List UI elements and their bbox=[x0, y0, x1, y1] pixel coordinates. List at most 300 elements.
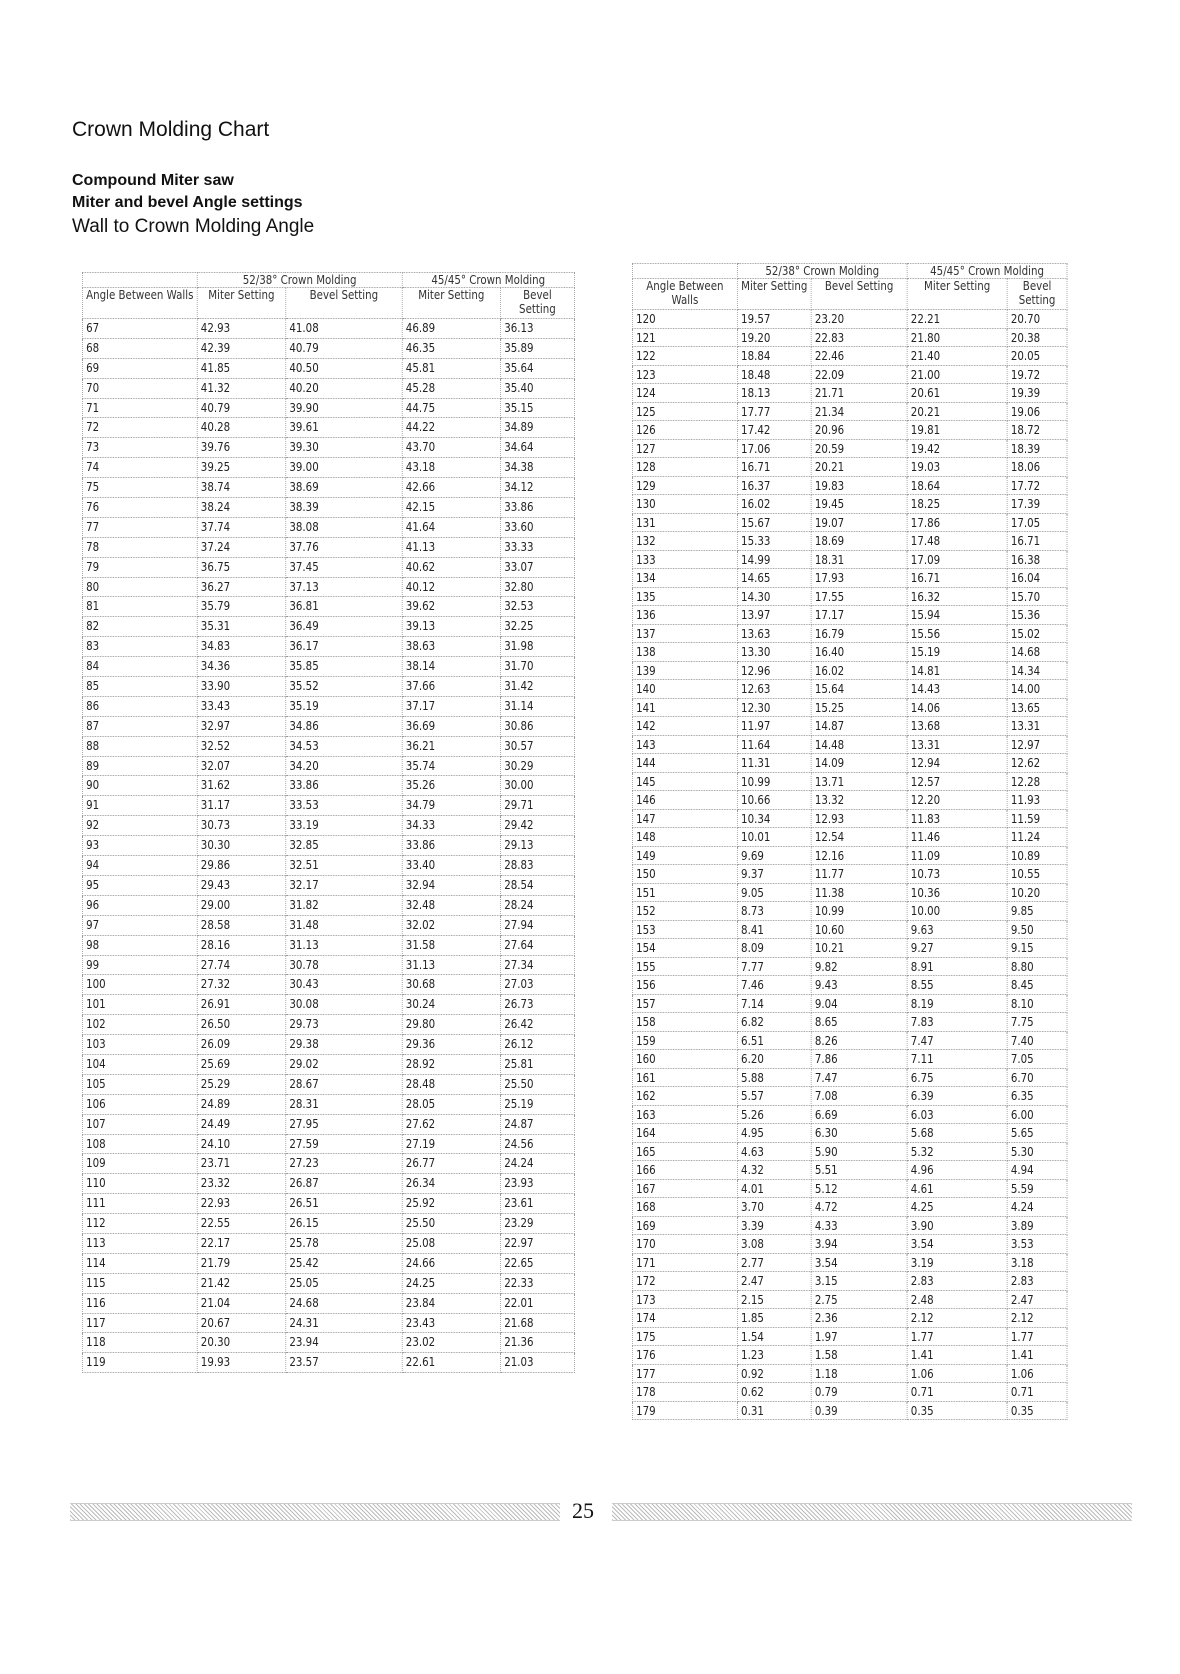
cell-angle: 75 bbox=[82, 478, 197, 498]
cell-bevel-52: 9.43 bbox=[811, 976, 907, 995]
table-row bbox=[82, 915, 574, 935]
cell-miter-52: 33.43 bbox=[197, 696, 286, 716]
cell-bevel-52: 33.53 bbox=[286, 796, 402, 816]
cell-bevel-45: 32.25 bbox=[501, 617, 575, 637]
cell-bevel-52: 12.54 bbox=[811, 828, 907, 847]
cell-bevel-52: 33.86 bbox=[286, 776, 402, 796]
cell-miter-52: 13.97 bbox=[737, 606, 811, 625]
cell-bevel-45: 11.24 bbox=[1007, 828, 1067, 847]
table-row bbox=[632, 698, 1067, 717]
cell-bevel-45: 6.70 bbox=[1007, 1068, 1067, 1087]
cell-miter-45: 13.68 bbox=[907, 717, 1007, 736]
cell-miter-45: 14.06 bbox=[907, 698, 1007, 717]
cell-miter-45: 35.26 bbox=[402, 776, 500, 796]
cell-miter-45: 17.09 bbox=[907, 550, 1007, 569]
cell-miter-45: 43.70 bbox=[402, 438, 500, 458]
cell-bevel-45: 9.15 bbox=[1007, 939, 1067, 958]
cell-angle: 89 bbox=[82, 756, 197, 776]
cell-bevel-52: 39.61 bbox=[286, 418, 402, 438]
cell-miter-52: 6.51 bbox=[737, 1031, 811, 1050]
cell-miter-45: 0.71 bbox=[907, 1383, 1007, 1402]
cell-miter-52: 5.26 bbox=[737, 1105, 811, 1124]
cell-miter-52: 14.99 bbox=[737, 550, 811, 569]
header-miter-52: Miter Setting bbox=[737, 279, 811, 310]
cell-miter-45: 19.42 bbox=[907, 439, 1007, 458]
cell-miter-52: 36.27 bbox=[197, 577, 286, 597]
cell-bevel-45: 6.35 bbox=[1007, 1087, 1067, 1106]
table-row bbox=[82, 975, 574, 995]
cell-miter-45: 4.96 bbox=[907, 1161, 1007, 1180]
cell-miter-45: 17.86 bbox=[907, 513, 1007, 532]
cell-bevel-52: 31.82 bbox=[286, 895, 402, 915]
cell-miter-52: 34.83 bbox=[197, 637, 286, 657]
cell-bevel-45: 33.60 bbox=[501, 517, 575, 537]
cell-bevel-45: 11.93 bbox=[1007, 791, 1067, 810]
cell-angle: 119 bbox=[82, 1353, 197, 1373]
cell-miter-52: 39.76 bbox=[197, 438, 286, 458]
subtitle-angle: Wall to Crown Molding Angle bbox=[72, 216, 315, 237]
cell-bevel-45: 31.98 bbox=[501, 637, 575, 657]
cell-miter-45: 23.02 bbox=[402, 1333, 500, 1353]
cell-bevel-52: 15.64 bbox=[811, 680, 907, 699]
cell-angle: 155 bbox=[632, 957, 737, 976]
cell-miter-52: 41.32 bbox=[197, 378, 286, 398]
cell-bevel-52: 1.97 bbox=[811, 1327, 907, 1346]
table-row bbox=[82, 617, 574, 637]
cell-miter-45: 11.46 bbox=[907, 828, 1007, 847]
cell-miter-45: 24.66 bbox=[402, 1253, 500, 1273]
cell-angle: 125 bbox=[632, 402, 737, 421]
cell-angle: 109 bbox=[82, 1154, 197, 1174]
cell-angle: 95 bbox=[82, 875, 197, 895]
cell-bevel-52: 37.13 bbox=[286, 577, 402, 597]
table-row bbox=[82, 995, 574, 1015]
table-row bbox=[632, 1105, 1067, 1124]
cell-angle: 81 bbox=[82, 597, 197, 617]
cell-miter-45: 30.68 bbox=[402, 975, 500, 995]
cell-bevel-45: 12.97 bbox=[1007, 735, 1067, 754]
header-52-38-crown: 52/38° Crown Molding bbox=[197, 273, 402, 288]
cell-angle: 177 bbox=[632, 1364, 737, 1383]
cell-miter-45: 26.34 bbox=[402, 1174, 500, 1194]
cell-miter-45: 10.73 bbox=[907, 865, 1007, 884]
cell-miter-52: 6.82 bbox=[737, 1013, 811, 1032]
cell-angle: 175 bbox=[632, 1327, 737, 1346]
table-row bbox=[632, 994, 1067, 1013]
cell-bevel-52: 29.02 bbox=[286, 1054, 402, 1074]
table-row bbox=[82, 1015, 574, 1035]
cell-angle: 116 bbox=[82, 1293, 197, 1313]
cell-angle: 149 bbox=[632, 846, 737, 865]
table-row bbox=[82, 756, 574, 776]
cell-miter-52: 6.20 bbox=[737, 1050, 811, 1069]
cell-bevel-45: 26.12 bbox=[501, 1035, 575, 1055]
cell-miter-45: 4.25 bbox=[907, 1198, 1007, 1217]
cell-angle: 90 bbox=[82, 776, 197, 796]
cell-angle: 144 bbox=[632, 754, 737, 773]
cell-miter-52: 29.00 bbox=[197, 895, 286, 915]
cell-miter-45: 2.48 bbox=[907, 1290, 1007, 1309]
table-row bbox=[632, 402, 1067, 421]
cell-bevel-45: 35.89 bbox=[501, 338, 575, 358]
cell-bevel-52: 22.83 bbox=[811, 328, 907, 347]
cell-miter-52: 1.23 bbox=[737, 1346, 811, 1365]
header-bevel-45: Bevel Setting bbox=[501, 288, 575, 319]
cell-miter-45: 11.09 bbox=[907, 846, 1007, 865]
cell-angle: 99 bbox=[82, 955, 197, 975]
cell-angle: 158 bbox=[632, 1013, 737, 1032]
cell-miter-52: 19.93 bbox=[197, 1353, 286, 1373]
table-row bbox=[82, 458, 574, 478]
cell-miter-45: 32.48 bbox=[402, 895, 500, 915]
table-row bbox=[632, 439, 1067, 458]
cell-angle: 159 bbox=[632, 1031, 737, 1050]
cell-bevel-45: 0.35 bbox=[1007, 1401, 1067, 1420]
cell-angle: 165 bbox=[632, 1142, 737, 1161]
cell-miter-52: 0.62 bbox=[737, 1383, 811, 1402]
cell-bevel-52: 18.31 bbox=[811, 550, 907, 569]
table-row bbox=[632, 587, 1067, 606]
header-45-45-crown: 45/45° Crown Molding bbox=[402, 273, 574, 288]
cell-bevel-52: 11.77 bbox=[811, 865, 907, 884]
cell-bevel-52: 16.79 bbox=[811, 624, 907, 643]
cell-angle: 142 bbox=[632, 717, 737, 736]
cell-miter-45: 17.48 bbox=[907, 532, 1007, 551]
cell-miter-45: 44.75 bbox=[402, 398, 500, 418]
cell-miter-45: 46.35 bbox=[402, 338, 500, 358]
cell-bevel-52: 25.42 bbox=[286, 1253, 402, 1273]
table-row bbox=[632, 661, 1067, 680]
table-row bbox=[82, 1253, 574, 1273]
table-row bbox=[632, 680, 1067, 699]
cell-miter-52: 42.93 bbox=[197, 319, 286, 339]
cell-angle: 168 bbox=[632, 1198, 737, 1217]
cell-bevel-45: 3.53 bbox=[1007, 1235, 1067, 1254]
cell-miter-52: 2.77 bbox=[737, 1253, 811, 1272]
cell-miter-52: 5.57 bbox=[737, 1087, 811, 1106]
cell-miter-52: 38.74 bbox=[197, 478, 286, 498]
cell-bevel-52: 6.69 bbox=[811, 1105, 907, 1124]
cell-angle: 93 bbox=[82, 836, 197, 856]
cell-bevel-45: 5.65 bbox=[1007, 1124, 1067, 1143]
cell-miter-52: 18.13 bbox=[737, 384, 811, 403]
cell-bevel-45: 22.65 bbox=[501, 1253, 575, 1273]
cell-miter-45: 27.62 bbox=[402, 1114, 500, 1134]
cell-miter-52: 19.57 bbox=[737, 310, 811, 329]
cell-angle: 136 bbox=[632, 606, 737, 625]
cell-miter-45: 2.83 bbox=[907, 1272, 1007, 1291]
cell-bevel-45: 2.47 bbox=[1007, 1290, 1067, 1309]
cell-angle: 115 bbox=[82, 1273, 197, 1293]
cell-miter-52: 9.05 bbox=[737, 883, 811, 902]
cell-angle: 105 bbox=[82, 1074, 197, 1094]
cell-miter-45: 32.94 bbox=[402, 875, 500, 895]
table-row bbox=[82, 776, 574, 796]
table-row bbox=[82, 1114, 574, 1134]
cell-angle: 86 bbox=[82, 696, 197, 716]
cell-bevel-45: 2.12 bbox=[1007, 1309, 1067, 1328]
cell-bevel-45: 7.75 bbox=[1007, 1013, 1067, 1032]
cell-bevel-52: 29.38 bbox=[286, 1035, 402, 1055]
cell-miter-52: 7.77 bbox=[737, 957, 811, 976]
cell-angle: 171 bbox=[632, 1253, 737, 1272]
cell-angle: 134 bbox=[632, 569, 737, 588]
cell-miter-52: 4.95 bbox=[737, 1124, 811, 1143]
cell-miter-45: 8.91 bbox=[907, 957, 1007, 976]
cell-miter-52: 11.64 bbox=[737, 735, 811, 754]
cell-bevel-45: 28.54 bbox=[501, 875, 575, 895]
cell-bevel-52: 2.75 bbox=[811, 1290, 907, 1309]
page-number: 25 bbox=[572, 1498, 594, 1523]
cell-bevel-52: 22.46 bbox=[811, 347, 907, 366]
cell-miter-45: 21.40 bbox=[907, 347, 1007, 366]
table-row bbox=[632, 1216, 1067, 1235]
cell-miter-45: 40.12 bbox=[402, 577, 500, 597]
table-row bbox=[82, 836, 574, 856]
cell-miter-52: 41.85 bbox=[197, 358, 286, 378]
cell-bevel-45: 20.70 bbox=[1007, 310, 1067, 329]
cell-miter-45: 45.28 bbox=[402, 378, 500, 398]
cell-miter-52: 28.16 bbox=[197, 935, 286, 955]
cell-bevel-52: 32.85 bbox=[286, 836, 402, 856]
cell-miter-52: 7.14 bbox=[737, 994, 811, 1013]
cell-bevel-45: 14.68 bbox=[1007, 643, 1067, 662]
cell-miter-45: 23.43 bbox=[402, 1313, 500, 1333]
cell-angle: 104 bbox=[82, 1054, 197, 1074]
cell-bevel-45: 16.38 bbox=[1007, 550, 1067, 569]
table-row bbox=[632, 495, 1067, 514]
cell-miter-52: 22.17 bbox=[197, 1233, 286, 1253]
cell-bevel-45: 27.94 bbox=[501, 915, 575, 935]
cell-miter-45: 23.84 bbox=[402, 1293, 500, 1313]
table-row bbox=[632, 513, 1067, 532]
cell-miter-52: 0.92 bbox=[737, 1364, 811, 1383]
header-miter-45: Miter Setting bbox=[907, 279, 1007, 310]
cell-bevel-45: 17.05 bbox=[1007, 513, 1067, 532]
cell-angle: 124 bbox=[632, 384, 737, 403]
cell-miter-45: 40.62 bbox=[402, 557, 500, 577]
cell-bevel-45: 3.89 bbox=[1007, 1216, 1067, 1235]
cell-bevel-45: 30.29 bbox=[501, 756, 575, 776]
cell-angle: 139 bbox=[632, 661, 737, 680]
table-row bbox=[632, 643, 1067, 662]
cell-bevel-52: 24.68 bbox=[286, 1293, 402, 1313]
cell-bevel-45: 8.10 bbox=[1007, 994, 1067, 1013]
cell-miter-45: 33.86 bbox=[402, 836, 500, 856]
cell-angle: 72 bbox=[82, 418, 197, 438]
cell-angle: 78 bbox=[82, 537, 197, 557]
cell-miter-52: 24.49 bbox=[197, 1114, 286, 1134]
cell-bevel-45: 4.94 bbox=[1007, 1161, 1067, 1180]
cell-angle: 111 bbox=[82, 1194, 197, 1214]
cell-miter-52: 30.73 bbox=[197, 816, 286, 836]
cell-bevel-52: 40.79 bbox=[286, 338, 402, 358]
cell-miter-45: 10.36 bbox=[907, 883, 1007, 902]
table-row bbox=[632, 1161, 1067, 1180]
crown-molding-table-right bbox=[632, 263, 1067, 1420]
cell-bevel-45: 13.31 bbox=[1007, 717, 1067, 736]
table-row bbox=[82, 478, 574, 498]
cell-miter-52: 31.62 bbox=[197, 776, 286, 796]
cell-angle: 129 bbox=[632, 476, 737, 495]
cell-miter-45: 37.17 bbox=[402, 696, 500, 716]
cell-miter-52: 3.70 bbox=[737, 1198, 811, 1217]
table-row bbox=[632, 1087, 1067, 1106]
cell-bevel-52: 11.38 bbox=[811, 883, 907, 902]
cell-bevel-52: 39.00 bbox=[286, 458, 402, 478]
cell-miter-52: 34.36 bbox=[197, 657, 286, 677]
cell-bevel-45: 28.24 bbox=[501, 895, 575, 915]
cell-bevel-52: 5.51 bbox=[811, 1161, 907, 1180]
cell-angle: 133 bbox=[632, 550, 737, 569]
cell-miter-52: 24.10 bbox=[197, 1134, 286, 1154]
cell-bevel-45: 32.80 bbox=[501, 577, 575, 597]
table-row bbox=[632, 569, 1067, 588]
cell-bevel-45: 17.72 bbox=[1007, 476, 1067, 495]
cell-angle: 173 bbox=[632, 1290, 737, 1309]
cell-bevel-45: 18.06 bbox=[1007, 458, 1067, 477]
table-row bbox=[82, 557, 574, 577]
table-row bbox=[82, 1035, 574, 1055]
cell-angle: 126 bbox=[632, 421, 737, 440]
cell-bevel-52: 23.20 bbox=[811, 310, 907, 329]
cell-miter-45: 6.75 bbox=[907, 1068, 1007, 1087]
cell-miter-45: 13.31 bbox=[907, 735, 1007, 754]
cell-angle: 174 bbox=[632, 1309, 737, 1328]
table-row bbox=[632, 1327, 1067, 1346]
cell-bevel-45: 36.13 bbox=[501, 319, 575, 339]
cell-bevel-45: 23.93 bbox=[501, 1174, 575, 1194]
cell-bevel-52: 16.40 bbox=[811, 643, 907, 662]
cell-angle: 106 bbox=[82, 1094, 197, 1114]
cell-bevel-52: 28.67 bbox=[286, 1074, 402, 1094]
table-row bbox=[82, 736, 574, 756]
cell-miter-52: 10.01 bbox=[737, 828, 811, 847]
cell-angle: 164 bbox=[632, 1124, 737, 1143]
cell-bevel-45: 31.14 bbox=[501, 696, 575, 716]
cell-miter-45: 39.62 bbox=[402, 597, 500, 617]
cell-miter-45: 10.00 bbox=[907, 902, 1007, 921]
cell-bevel-45: 24.24 bbox=[501, 1154, 575, 1174]
cell-miter-52: 24.89 bbox=[197, 1094, 286, 1114]
table-row bbox=[632, 846, 1067, 865]
cell-angle: 114 bbox=[82, 1253, 197, 1273]
cell-angle: 146 bbox=[632, 791, 737, 810]
table-row bbox=[82, 517, 574, 537]
cell-bevel-52: 4.33 bbox=[811, 1216, 907, 1235]
cell-bevel-52: 20.96 bbox=[811, 421, 907, 440]
cell-miter-45: 8.19 bbox=[907, 994, 1007, 1013]
table-row bbox=[632, 1309, 1067, 1328]
cell-bevel-45: 15.36 bbox=[1007, 606, 1067, 625]
table-row bbox=[632, 772, 1067, 791]
table-row bbox=[632, 791, 1067, 810]
cell-angle: 84 bbox=[82, 657, 197, 677]
cell-miter-52: 4.32 bbox=[737, 1161, 811, 1180]
cell-miter-45: 4.61 bbox=[907, 1179, 1007, 1198]
cell-bevel-52: 38.08 bbox=[286, 517, 402, 537]
cell-miter-52: 12.30 bbox=[737, 698, 811, 717]
cell-angle: 172 bbox=[632, 1272, 737, 1291]
cell-bevel-52: 35.52 bbox=[286, 677, 402, 697]
cell-bevel-52: 26.15 bbox=[286, 1214, 402, 1234]
cell-bevel-52: 14.87 bbox=[811, 717, 907, 736]
cell-bevel-45: 24.87 bbox=[501, 1114, 575, 1134]
cell-miter-45: 18.25 bbox=[907, 495, 1007, 514]
cell-angle: 79 bbox=[82, 557, 197, 577]
table-row bbox=[632, 865, 1067, 884]
cell-bevel-52: 9.82 bbox=[811, 957, 907, 976]
cell-bevel-52: 22.09 bbox=[811, 365, 907, 384]
cell-bevel-52: 17.93 bbox=[811, 569, 907, 588]
table-row bbox=[82, 1214, 574, 1234]
table-row bbox=[82, 319, 574, 339]
table-row bbox=[82, 398, 574, 418]
cell-bevel-45: 29.42 bbox=[501, 816, 575, 836]
cell-miter-45: 11.83 bbox=[907, 809, 1007, 828]
cell-bevel-52: 31.13 bbox=[286, 935, 402, 955]
cell-bevel-45: 34.64 bbox=[501, 438, 575, 458]
cell-bevel-52: 14.09 bbox=[811, 754, 907, 773]
cell-miter-45: 33.40 bbox=[402, 856, 500, 876]
cell-bevel-45: 1.77 bbox=[1007, 1327, 1067, 1346]
table-row bbox=[632, 384, 1067, 403]
cell-miter-45: 19.03 bbox=[907, 458, 1007, 477]
cell-miter-52: 40.28 bbox=[197, 418, 286, 438]
cell-miter-52: 39.25 bbox=[197, 458, 286, 478]
cell-bevel-45: 18.72 bbox=[1007, 421, 1067, 440]
cell-angle: 103 bbox=[82, 1035, 197, 1055]
cell-bevel-45: 18.39 bbox=[1007, 439, 1067, 458]
cell-angle: 98 bbox=[82, 935, 197, 955]
cell-miter-52: 12.63 bbox=[737, 680, 811, 699]
cell-bevel-52: 34.86 bbox=[286, 716, 402, 736]
cell-miter-52: 16.71 bbox=[737, 458, 811, 477]
cell-bevel-45: 10.89 bbox=[1007, 846, 1067, 865]
cell-bevel-52: 4.72 bbox=[811, 1198, 907, 1217]
cell-angle: 83 bbox=[82, 637, 197, 657]
cell-miter-45: 38.63 bbox=[402, 637, 500, 657]
cell-miter-45: 27.19 bbox=[402, 1134, 500, 1154]
cell-bevel-45: 25.81 bbox=[501, 1054, 575, 1074]
cell-miter-52: 20.30 bbox=[197, 1333, 286, 1353]
cell-bevel-52: 36.49 bbox=[286, 617, 402, 637]
cell-bevel-45: 24.56 bbox=[501, 1134, 575, 1154]
cell-miter-45: 24.25 bbox=[402, 1273, 500, 1293]
cell-bevel-52: 20.21 bbox=[811, 458, 907, 477]
cell-angle: 74 bbox=[82, 458, 197, 478]
table-row bbox=[82, 1333, 574, 1353]
cell-bevel-52: 10.60 bbox=[811, 920, 907, 939]
cell-bevel-45: 6.00 bbox=[1007, 1105, 1067, 1124]
cell-miter-52: 32.97 bbox=[197, 716, 286, 736]
table-row bbox=[632, 328, 1067, 347]
table-row bbox=[82, 677, 574, 697]
table-row bbox=[632, 1272, 1067, 1291]
cell-angle: 179 bbox=[632, 1401, 737, 1420]
cell-bevel-45: 33.33 bbox=[501, 537, 575, 557]
table-row bbox=[82, 358, 574, 378]
cell-angle: 68 bbox=[82, 338, 197, 358]
cell-bevel-52: 12.16 bbox=[811, 846, 907, 865]
table-row bbox=[82, 438, 574, 458]
cell-bevel-45: 29.13 bbox=[501, 836, 575, 856]
cell-miter-52: 22.93 bbox=[197, 1194, 286, 1214]
cell-miter-45: 5.32 bbox=[907, 1142, 1007, 1161]
cell-angle: 69 bbox=[82, 358, 197, 378]
cell-miter-52: 18.48 bbox=[737, 365, 811, 384]
header-angle: Angle Between Walls bbox=[632, 279, 737, 310]
